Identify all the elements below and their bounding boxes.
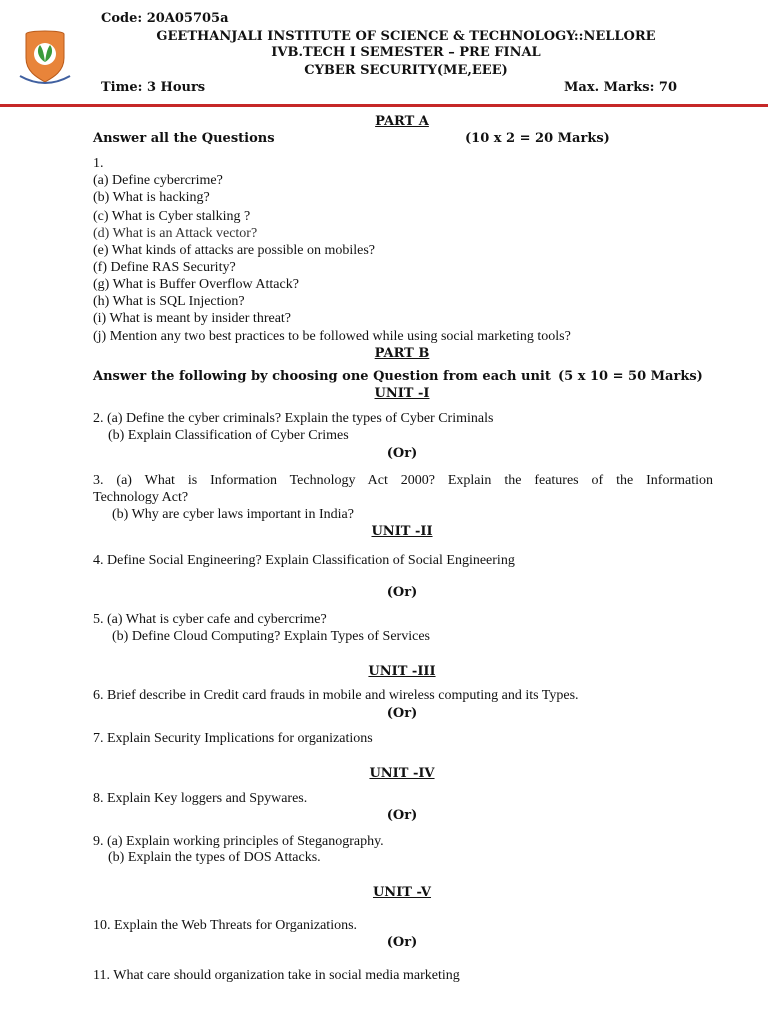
part-a-item: (f) Define RAS Security? [93, 260, 236, 275]
question-number: 1. [93, 156, 104, 171]
question: (b) Explain Classification of Cyber Crimes [108, 428, 349, 443]
part-a-item: (h) What is SQL Injection? [93, 294, 245, 309]
unit-title: UNIT -I [374, 386, 430, 401]
header-divider [0, 104, 768, 107]
semester-title: IVB.TECH I SEMESTER – PRE FINAL [271, 45, 541, 60]
or-separator: (Or) [386, 808, 418, 823]
question: Technology Act? [93, 490, 189, 505]
or-separator: (Or) [386, 935, 418, 950]
part-a-item: (e) What kinds of attacks are possible on mobiles? [93, 243, 375, 258]
exam-time: Time: 3 Hours [101, 80, 206, 95]
part-b-marks: (5 x 10 = 50 Marks) [558, 369, 703, 384]
question: 4. Define Social Engineering? Explain Classification of Social Engineering [93, 553, 515, 568]
or-separator: (Or) [386, 706, 418, 721]
unit-title: UNIT -II [371, 524, 433, 539]
part-a-item: (i) What is meant by insider threat? [93, 311, 292, 326]
part-a-item: (d) What is an Attack vector? [93, 226, 258, 241]
question: 11. What care should organization take in social media marketing [93, 968, 460, 983]
part-a-item: (j) Mention any two best practices to be followed while using social marketing tools? [93, 329, 571, 344]
question: (b) Why are cyber laws important in India? [112, 507, 354, 522]
question: 7. Explain Security Implications for organizations [93, 731, 373, 746]
question: 8. Explain Key loggers and Spywares. [93, 791, 308, 806]
question: 3. (a) What is Information Technology Act 2000? Explain the features of the Information [93, 473, 713, 488]
unit-title: UNIT -III [368, 664, 436, 679]
institute-name: GEETHANJALI INSTITUTE OF SCIENCE & TECHNOLOGY::NELLORE [156, 29, 656, 44]
part-a-marks: (10 x 2 = 20 Marks) [465, 131, 610, 146]
part-a-item: (c) What is Cyber stalking ? [93, 209, 251, 224]
part-b-title: PART B [374, 346, 430, 361]
part-a-item: (b) What is hacking? [93, 190, 210, 205]
or-separator: (Or) [386, 446, 418, 461]
unit-title: UNIT -V [372, 885, 432, 900]
or-separator: (Or) [386, 585, 418, 600]
max-marks: Max. Marks: 70 [564, 80, 678, 95]
question: 9. (a) Explain working principles of Steganography. [93, 834, 384, 849]
part-a-instruction: Answer all the Questions [93, 131, 275, 146]
part-a-item: (g) What is Buffer Overflow Attack? [93, 277, 299, 292]
exam-code: Code: 20A05705a [101, 11, 229, 26]
question: 10. Explain the Web Threats for Organizations. [93, 918, 358, 933]
part-a-title: PART A [375, 114, 429, 129]
subject-title: CYBER SECURITY(ME,EEE) [304, 63, 508, 78]
question: (b) Define Cloud Computing? Explain Types of Services [112, 629, 430, 644]
part-a-item: (a) Define cybercrime? [93, 173, 223, 188]
part-b-instruction: Answer the following by choosing one Question from each unit [93, 369, 551, 384]
question: 2. (a) Define the cyber criminals? Explain the types of Cyber Criminals [93, 411, 494, 426]
question: 5. (a) What is cyber cafe and cybercrime? [93, 612, 327, 627]
question: (b) Explain the types of DOS Attacks. [108, 850, 321, 865]
unit-title: UNIT -IV [369, 766, 435, 781]
question: 6. Brief describe in Credit card frauds in mobile and wireless computing and its Types. [93, 688, 579, 703]
